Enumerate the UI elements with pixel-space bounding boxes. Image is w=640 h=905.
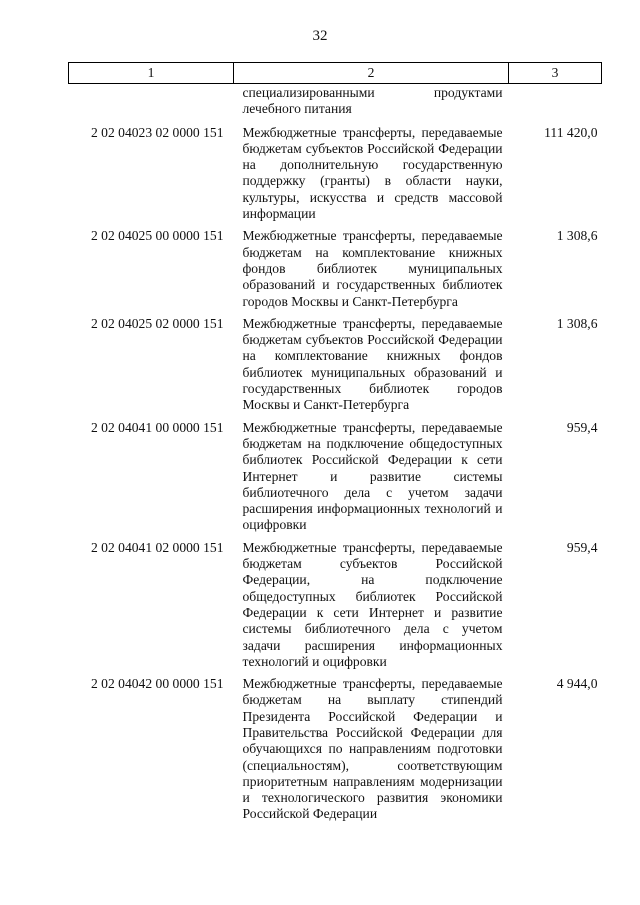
- table-row: [69, 676, 602, 829]
- budget-code: 2 02 04025 00 0000 151: [90, 228, 224, 244]
- row-description: Межбюджетные трансферты, передаваемые бюджетам субъектов Российской Федерации на дополнительную государственную поддержку (гранты) в области науки, культуры, искусства и средств массовой информации: [242, 124, 503, 222]
- continuation-row: [69, 84, 602, 125]
- row-description: Межбюджетные трансферты, передаваемые бюджетам на выплату стипендий Президента Российской Федерации и Правительства Российской Федерации для обучающихся по направлениям подготовки (специальностям), соответствующим приоритетным направлениям модернизации и технологического развития экономики Российской Федерации: [242, 676, 503, 822]
- budget-code: 2 02 04041 00 0000 151: [90, 419, 224, 435]
- column-header-2: 2: [234, 63, 509, 84]
- row-amount: 1 308,6: [556, 228, 598, 244]
- row-description: Межбюджетные трансферты, передаваемые бюджетам на подключение общедоступных библиотек Российской Федерации к сети Интернет и развитие системы библиотечного дела с учетом задачи расширения информационных технологий и оцифровки: [242, 419, 503, 533]
- row-amount: 4 944,0: [556, 676, 598, 692]
- table-row: [69, 540, 602, 676]
- row-description: Межбюджетные трансферты, передаваемые бюджетам субъектов Российской Федерации на комплектование книжных фондов библиотек муниципальных образований и государственных библиотек городов Москвы и Санкт-Петербурга: [242, 315, 503, 413]
- page-number: 32: [312, 28, 328, 44]
- budget-code: 2 02 04042 00 0000 151: [90, 676, 224, 692]
- row-amount: 959,4: [566, 539, 598, 555]
- row-description: Межбюджетные трансферты, передаваемые бюджетам на комплектование книжных фондов библиотек муниципальных образований и государственных библиотек городов Москвы и Санкт-Петербурга: [242, 228, 503, 309]
- budget-code: 2 02 04025 02 0000 151: [90, 315, 224, 331]
- row-description: Межбюджетные трансферты, передаваемые бюджетам субъектов Российской Федерации, на подключение общедоступных библиотек Российской Федерации к сети Интернет и развитие системы библиотечного дела с учетом задачи расширения информационных технологий и оцифровки: [242, 539, 503, 669]
- table-row: [69, 316, 602, 420]
- column-header-1: 1: [69, 63, 234, 84]
- row-amount: 111 420,0: [544, 124, 598, 140]
- table-row: [69, 420, 602, 540]
- budget-code: 2 02 04023 02 0000 151: [90, 124, 224, 140]
- table-header-row: [69, 63, 602, 84]
- continuation-code: [69, 84, 234, 125]
- continuation-description: специализированными продуктами лечебного питания: [242, 85, 503, 117]
- table-row: [69, 125, 602, 229]
- table-row: [69, 228, 602, 315]
- column-header-3: 3: [509, 63, 602, 84]
- budget-table: [68, 62, 602, 829]
- row-amount: 1 308,6: [556, 315, 598, 331]
- row-amount: 959,4: [566, 419, 598, 435]
- continuation-amount: [509, 84, 602, 125]
- budget-code: 2 02 04041 02 0000 151: [90, 539, 224, 555]
